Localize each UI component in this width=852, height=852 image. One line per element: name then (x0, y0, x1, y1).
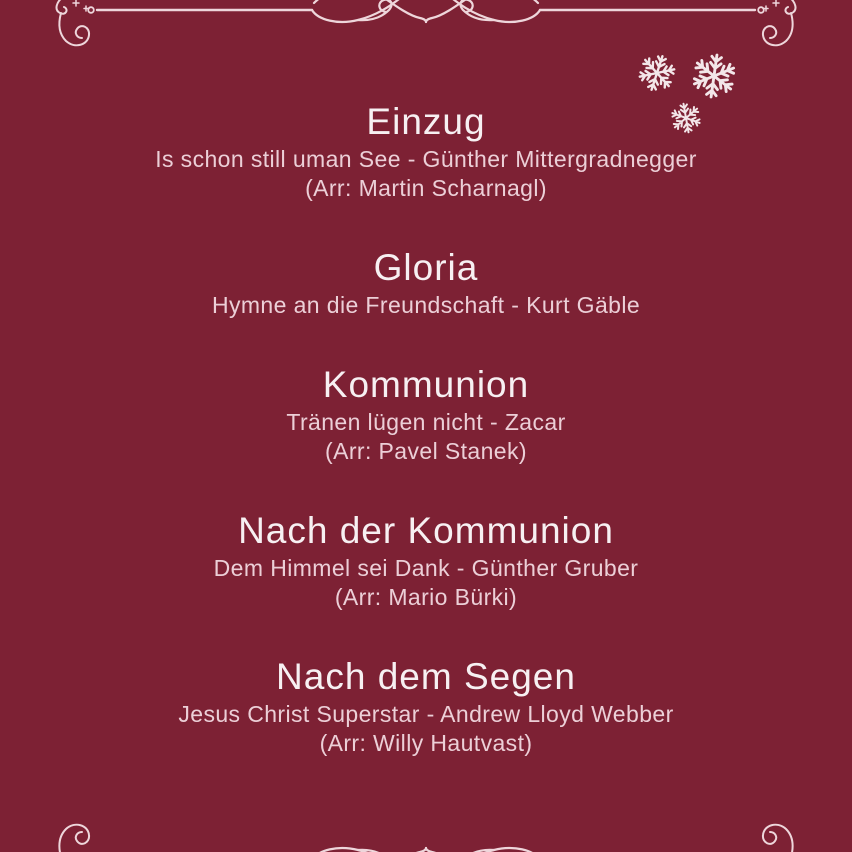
program-list (0, 99, 852, 758)
program-section-nach-der-kommunion (0, 508, 852, 612)
section-title: Einzug (366, 101, 486, 142)
arranger-line: (Arr: Pavel Stanek) (325, 438, 527, 464)
program-section-einzug (0, 99, 852, 203)
piece-line: Jesus Christ Superstar - Andrew Lloyd Webber (178, 701, 674, 727)
piece-line: Dem Himmel sei Dank - Günther Gruber (213, 555, 639, 581)
section-title: Kommunion (322, 364, 530, 405)
piece-line: Hymne an die Freundschaft - Kurt Gäble (211, 292, 641, 318)
program-section-gloria (0, 245, 852, 320)
program-section-kommunion (0, 362, 852, 466)
snowflake-medium-icon (635, 51, 679, 95)
arranger-line: (Arr: Mario Bürki) (334, 584, 518, 610)
arranger-line: (Arr: Willy Hautvast) (319, 730, 533, 756)
program-section-nach-dem-segen (0, 654, 852, 758)
section-title: Nach der Kommunion (238, 510, 614, 551)
bottom-flourish-border (57, 825, 796, 852)
section-title: Nach dem Segen (276, 656, 576, 697)
piece-line: Is schon still uman See - Günther Mittergradnegger (155, 146, 697, 172)
top-flourish-border (57, 0, 796, 45)
arranger-line: (Arr: Martin Scharnagl) (305, 175, 547, 201)
section-title: Gloria (373, 247, 479, 288)
snowflake-large-icon (690, 52, 737, 100)
piece-line: Tränen lügen nicht - Zacar (286, 409, 566, 435)
